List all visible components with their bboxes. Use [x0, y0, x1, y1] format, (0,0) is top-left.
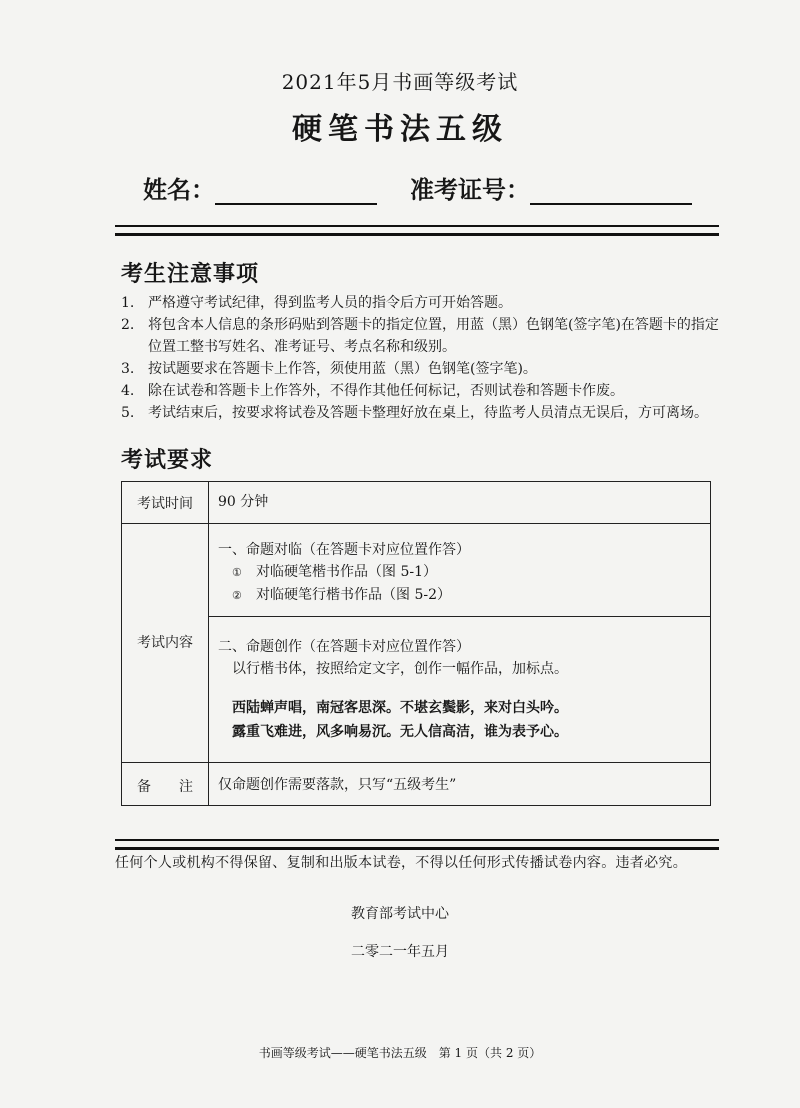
- note-number: 3.: [121, 361, 135, 377]
- exam-title: 2021年5月书画等级考试: [281, 70, 519, 94]
- task1-sub-item: [218, 584, 470, 607]
- requirements-heading: 考试要求: [121, 447, 214, 473]
- admission-number-blank-line: [530, 181, 692, 205]
- name-field: [143, 170, 377, 205]
- note-text: 考试结束后，按要求将试卷及答题卡整理好放在桌上，待监考人员清点无误后，方可离场。: [148, 405, 708, 421]
- table-row-divider: [122, 762, 710, 763]
- time-label: 考试时间: [137, 496, 193, 512]
- task1-sub-text: 对临硬笔楷书作品（图 5-1）: [256, 564, 437, 580]
- exam-subtitle: 硬笔书法五级: [292, 112, 508, 147]
- top-divider: [115, 225, 719, 236]
- note-text: 除在试卷和答题卡上作答外，不得作其他任何标记，否则试卷和答题卡作废。: [148, 383, 624, 399]
- issuer-org: 教育部考试中心: [351, 906, 449, 922]
- note-number: 1.: [121, 295, 135, 311]
- note-item: [121, 314, 721, 358]
- note-item: [121, 358, 721, 380]
- task1-sub-mark: ②: [232, 589, 242, 602]
- task1-title: 一、命题对临（在答题卡对应位置作答）: [218, 542, 470, 558]
- admission-number-label: 准考证号：: [410, 175, 530, 204]
- bottom-divider: [115, 839, 719, 850]
- time-value: 90 分钟: [218, 494, 269, 510]
- note-number: 2.: [121, 317, 135, 333]
- task1-sub-text: 对临硬笔行楷书作品（图 5-2）: [256, 587, 451, 603]
- table-column-divider: [208, 482, 209, 805]
- poem-line: 露重飞难进，风多响易沉。无人信高洁，谁为表予心。: [232, 724, 568, 740]
- notes-list: [121, 292, 721, 424]
- table-row-divider: [122, 523, 710, 524]
- task2-description: 以行楷书体，按照给定文字，创作一幅作品，加标点。: [232, 661, 568, 677]
- copyright-notice: 任何个人或机构不得保留、复制和出版本试卷，不得以任何形式传播试卷内容。违者必究。: [115, 855, 687, 871]
- task1-block: [218, 539, 470, 607]
- poem-line: 西陆蝉声唱，南冠客思深。不堪玄鬓影，来对白头吟。: [232, 700, 568, 716]
- note-text: 严格遵守考试纪律，得到监考人员的指令后方可开始答题。: [148, 295, 512, 311]
- name-blank-line: [215, 181, 377, 205]
- note-label: 备 注: [137, 779, 193, 795]
- requirements-table: [121, 481, 711, 806]
- note-item: [121, 402, 721, 424]
- issue-date: 二零二一年五月: [351, 944, 449, 960]
- content-label: 考试内容: [137, 635, 193, 651]
- task2-block: [218, 636, 568, 744]
- note-number: 5.: [121, 405, 135, 421]
- note-item: [121, 292, 721, 314]
- note-text: 将包含本人信息的条形码贴到答题卡的指定位置，用蓝（黑）色钢笔(签字笔)在答题卡的指定位置工整书写姓名、准考证号、考点名称和级别。: [148, 317, 719, 355]
- task1-sub-mark: ①: [232, 566, 242, 579]
- note-number: 4.: [121, 383, 135, 399]
- notes-heading: 考生注意事项: [121, 261, 260, 287]
- admission-number-field: [410, 170, 692, 205]
- note-value: 仅命题创作需要落款，只写“五级考生”: [218, 777, 457, 793]
- table-row-divider: [208, 616, 710, 617]
- page-footer: 书画等级考试——硬笔书法五级 第 1 页（共 2 页）: [258, 1046, 542, 1060]
- note-text: 按试题要求在答题卡上作答，须使用蓝（黑）色钢笔(签字笔)。: [148, 361, 537, 377]
- name-label: 姓名：: [143, 175, 215, 204]
- task1-sub-item: [218, 561, 470, 584]
- note-item: [121, 380, 721, 402]
- task2-title: 二、命题创作（在答题卡对应位置作答）: [218, 639, 470, 655]
